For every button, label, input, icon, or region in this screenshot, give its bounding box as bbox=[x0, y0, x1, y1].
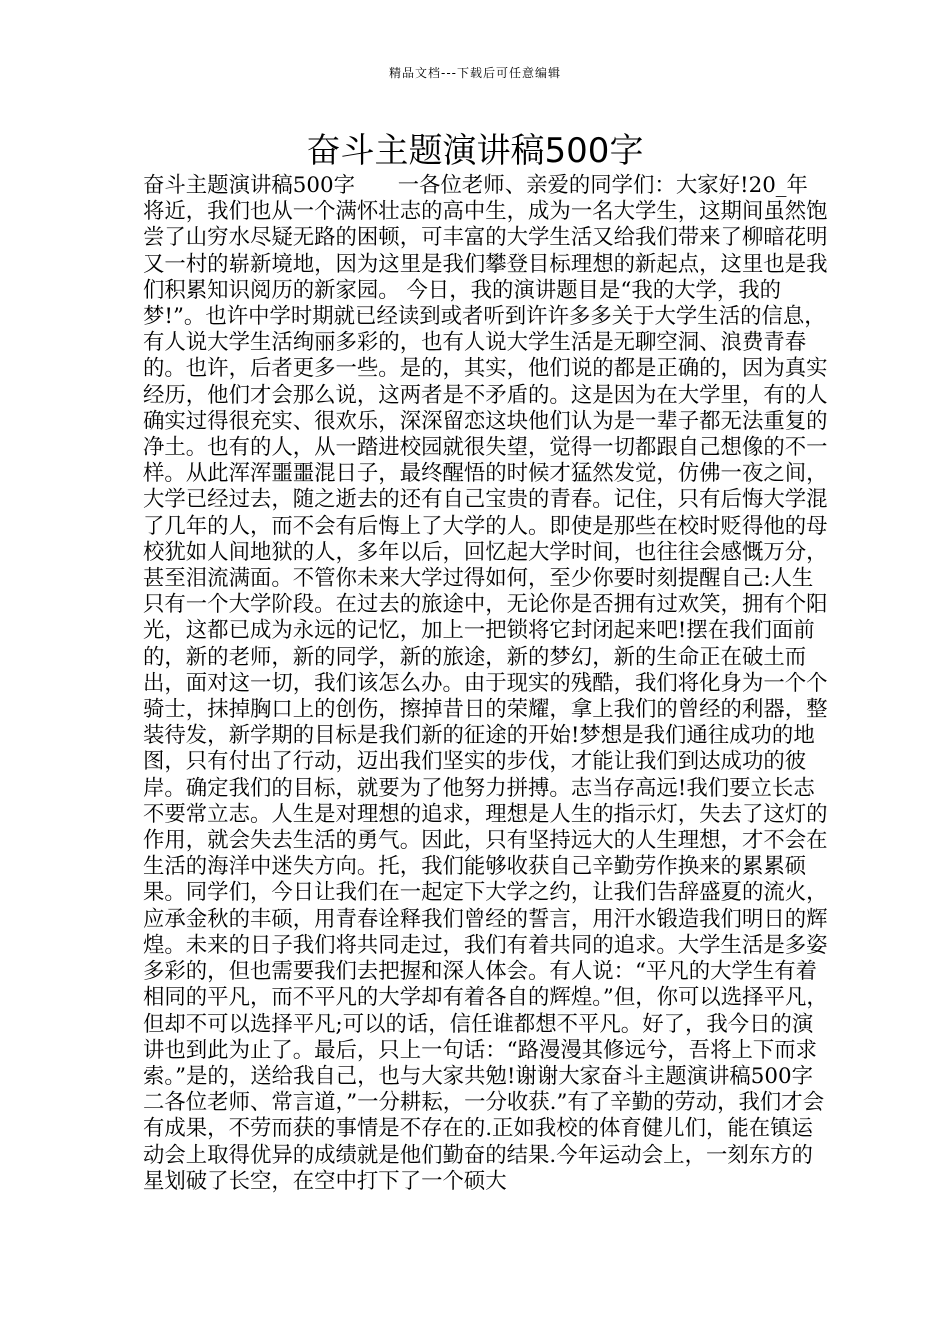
document-title: 奋斗主题演讲稿500字 bbox=[306, 131, 644, 171]
document-body-text: 奋斗主题演讲稿500字 一各位老师、亲爱的同学们：大家好!20_年将近，我们也从一个满怀壮志的高中生，成为一名大学生，这期间虽然饱尝了山穷水尽疑无路的困顿，可丰富的大学生活又给我们带来了柳暗花明又一村的崭新境地，因为这里是我们攀登目标理想的新起点，这里也是我们积累知识阅历的新家园。 今日，我的演讲题目是“我的大学，我的梦!”。也许中学时期就已经读到或者听到许许多多关于大学生活的信息，有人说大学生活绚丽多彩的，也有人说大学生活是无聊空洞、浪费青春的。也许，后者更多一些。是的，其实，他们说的都是正确的，因为真实经历，他们才会那么说，这两者是不矛盾的。这是因为在大学里，有的人确实过得很充实、很欢乐，深深留恋这块他们认为是一辈子都无法重复的净土。也有的人，从一踏进校园就很失望，觉得一切都跟自己想像的不一样。从此浑浑噩噩混日子，最终醒悟的时候才猛然发觉，仿佛一夜之间，大学已经过去，随之逝去的还有自己宝贵的青春。记住，只有后悔大学混了几年的人，而不会有后悔上了大学的人。即使是那些在校时贬得他的母校犹如人间地狱的人，多年以后，回忆起大学时间，也往往会感慨万分，甚至泪流满面。不管你未来大学过得如何，至少你要时刻提醒自己:人生只有一个大学阶段。在过去的旅途中，无论你是否拥有过欢笑，拥有个阳光，这都已成为永远的记忆，加上一把锁将它封闭起来吧!摆在我们面前的，新的老师，新的同学，新的旅途，新的梦幻，新的生命正在破土而出，面对这一切，我们该怎么办。由于现实的残酷，我们将化身为一个个骑士，抹掉胸口上的创伤，擦掉昔日的荣耀，拿上我们的曾经的利器，整装待发，新学期的目标是我们新的征途的开始!梦想是我们通往成功的地图，只有付出了行动，迈出我们坚实的步伐，才能让我们到达成功的彼岸。确定我们的目标，就要为了他努力拼搏。志当存高远!我们要立长志不要常立志。人生是对理想的追求，理想是人生的指示灯，失去了这灯的作用，就会失去生活的勇气。因此，只有坚持远大的人生理想，才不会在生活的海洋中迷失方向。托，我们能够收获自己辛勤劳作换来的累累硕果。同学们，今日让我们在一起定下大学之约，让我们告辞盛夏的流火，应承金秋的丰硕，用青春诠释我们曾经的誓言，用汗水锻造我们明日的辉煌。未来的日子我们将共同走过，我们有着共同的追求。大学生活是多姿多彩的，但也需要我们去把握和深人体会。有人说：“平凡的大学生有着相同的平凡，而不平凡的大学却有着各自的辉煌。”但，你可以选择平凡，但却不可以选择平凡;可以的话，信任谁都想不平凡。好了，我今日的演讲也到此为止了。最后，只上一句话：“路漫漫其修远兮，吾将上下而求索。”是的，送给我自己，也与大家共勉!谢谢大家奋斗主题演讲稿500字 二各位老师、常言道，”一分耕耘，一分收获.”有了辛勤的劳动，我们才会有成果，不劳而获的事情是不存在的.正如我校的体育健儿们，能在镇运动会上取得优异的成绩就是他们勤奋的结果.今年运动会上，一刻东方的星划破了长空，在空中打下了一个硕大 bbox=[143, 173, 835, 1194]
page-header-watermark: 精品文档---下载后可任意编辑 bbox=[389, 66, 561, 80]
